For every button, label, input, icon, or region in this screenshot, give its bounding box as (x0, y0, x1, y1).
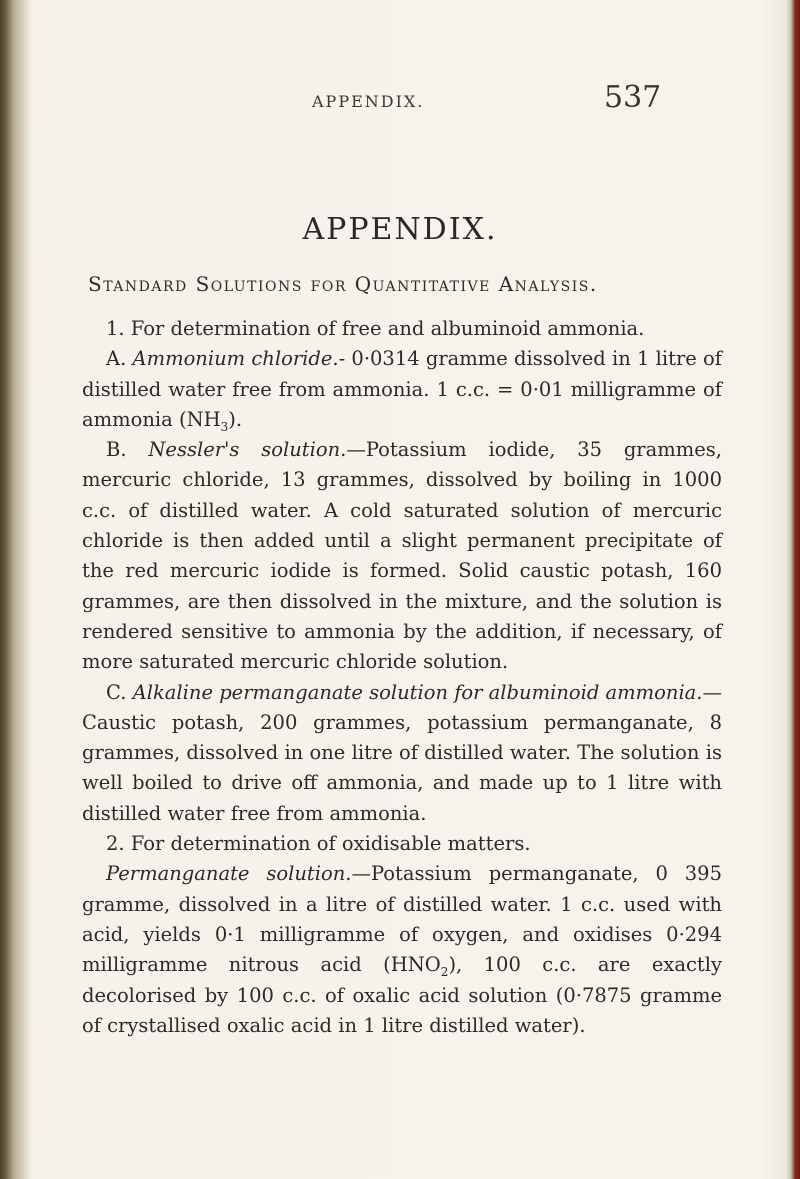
subscript-3: 3 (220, 419, 229, 434)
item-text-b: —Potassium iodide, 35 grammes, mercuric chloride, 13 grammes, dissolved by boiling in 1000 c.c. of distilled water. A cold saturated solution of mercuric chloride is then added until a slight permanent precipitate of the red mercuric iodide is formed. Solid caustic potash, 160 grammes, are then dissolved in the mixture, and the solution is rendered sensitive to ammonia by the addition, if necessary, of more saturated mercuric chloride solution. (82, 438, 722, 674)
paragraph-2-intro: 2. For determination of oxidisable matters. (106, 832, 531, 856)
item-title-b: Nessler's solution. (148, 438, 347, 462)
item-text-permanganate-post: ), 100 c.c. are exactly decolorised by 100 c.c. of oxalic acid solution (0·7875 gramme of crystallised oxalic acid in 1 litre distilled water). (82, 953, 722, 1037)
page-binding-shadow (0, 0, 32, 1179)
item-label-a: A. (106, 347, 127, 371)
item-text-permanganate-pre: —Potassium permanganate, 0 395 gramme, dissolved in a litre of distilled water. 1 c.c. used with acid, yields 0·1 milligramme of oxygen, and oxidises 0·294 milligramme nitrous acid (HNO (82, 862, 722, 977)
section-subtitle: Standard Solutions for Quantitative Analysis. (88, 272, 598, 296)
paragraph-1c (82, 678, 722, 829)
item-title-c: Alkaline permanganate solution for albuminoid ammonia. (132, 680, 703, 704)
subscript-2: 2 (440, 965, 449, 980)
body-text (82, 314, 722, 1041)
paragraph-1-intro: 1. For determination of free and albuminoid ammonia. (106, 317, 645, 340)
item-title-a: Ammonium chloride. (132, 347, 339, 371)
item-text-a-pre: - 0·0314 gramme dissolved in 1 litre of distilled water free from ammonia. 1 c.c. = 0·01 milligramme of ammonia (NH (82, 347, 722, 431)
page-edge (786, 0, 800, 1179)
running-header (0, 80, 800, 120)
item-text-a-post: ). (228, 407, 243, 431)
page-title: APPENDIX. (302, 212, 498, 247)
paragraph-2a (82, 859, 722, 1041)
item-label-c: C. (106, 680, 127, 704)
item-text-c: — Caustic potash, 200 grammes, potassium permanganate, 8 grammes, dissolved in one litre of distilled water. The solution is well boiled to drive off ammonia, and made up to 1 litre with distilled water free from ammonia. (82, 680, 723, 825)
item-title-permanganate: Permanganate solution. (106, 862, 352, 886)
item-label-b: B. (106, 438, 127, 462)
paragraph-1a (82, 344, 722, 435)
page-number: 537 (604, 80, 662, 115)
running-title: APPENDIX. (312, 92, 425, 111)
paragraph-1b (82, 435, 722, 677)
